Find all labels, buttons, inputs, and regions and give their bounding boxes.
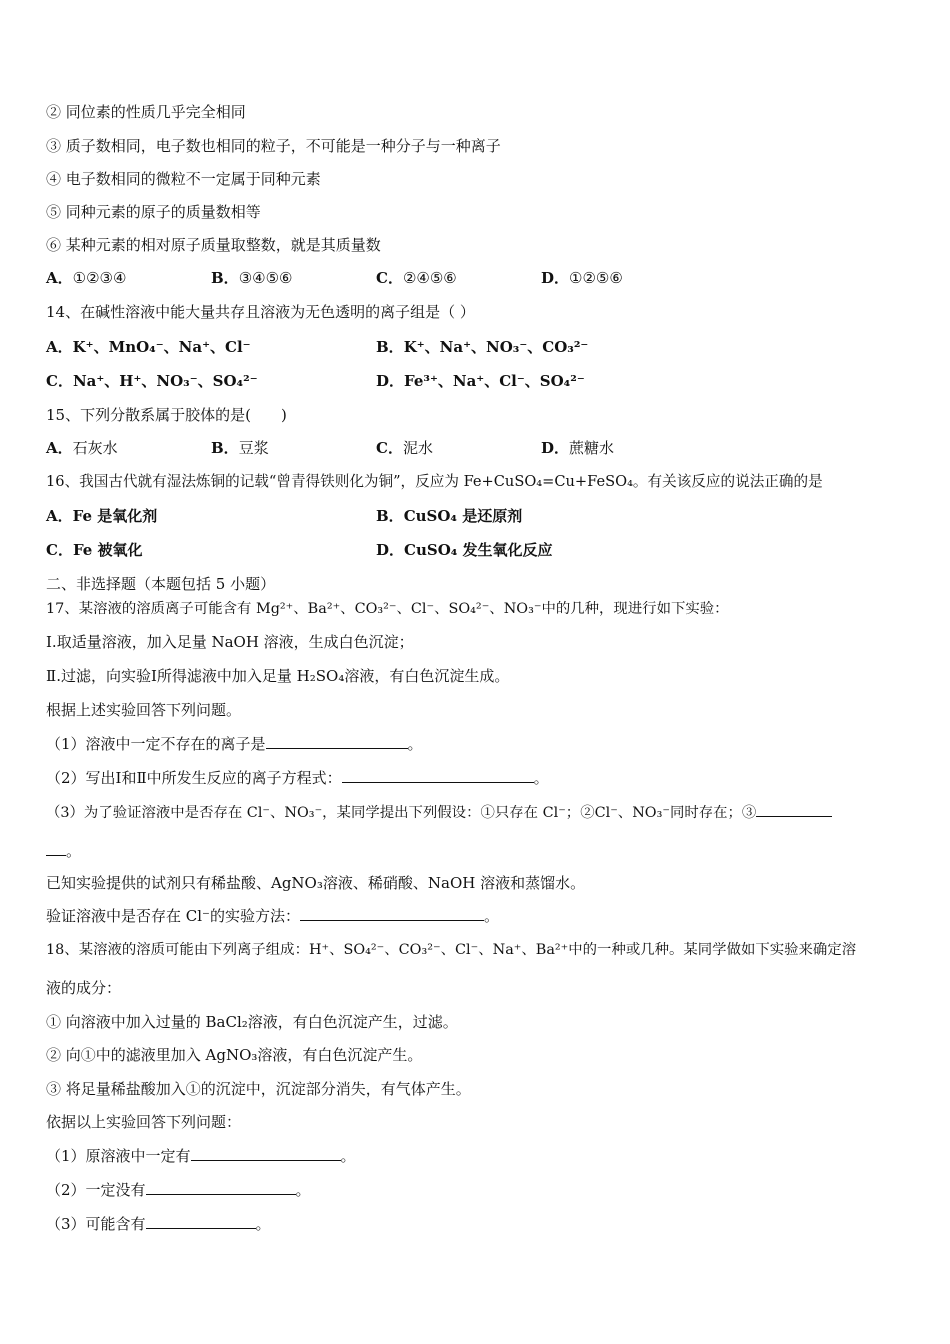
answer-blank[interactable] bbox=[146, 1214, 256, 1229]
q17-experiment-1: Ⅰ.取适量溶液，加入足量 NaOH 溶液，生成白色沉淀； bbox=[46, 633, 414, 651]
q17-part-2: （2）写出Ⅰ和Ⅱ中所发生反应的离子方程式： 。 bbox=[46, 769, 549, 787]
q17-reagents: 已知实验提供的试剂只有稀盐酸、AgNO₃溶液、稀硝酸、NaOH 溶液和蒸馏水。 bbox=[46, 874, 586, 892]
q17-intro: 根据上述实验回答下列问题。 bbox=[46, 701, 242, 719]
answer-blank[interactable] bbox=[266, 734, 408, 749]
q14-option-d: D．Fe³⁺、Na⁺、Cl⁻、SO₄²⁻ bbox=[376, 372, 585, 390]
q18-part-1: （1）原溶液中一定有 。 bbox=[46, 1147, 356, 1165]
section-heading: 二、非选择题（本题包括 5 小题） bbox=[46, 575, 276, 593]
q13-option-d: D．①②⑤⑥ bbox=[541, 269, 623, 287]
statement-3: ③ 质子数相同，电子数也相同的粒子，不可能是一种分子与一种离子 bbox=[46, 137, 501, 155]
q16-stem: 16、我国古代就有湿法炼铜的记载“曾青得铁则化为铜”，反应为 Fe+CuSO₄=Cu+FeSO₄。有关该反应的说法正确的是 bbox=[46, 473, 823, 490]
q15-option-d: D．蔗糖水 bbox=[541, 439, 615, 457]
q16-option-d: D．CuSO₄ 发生氧化反应 bbox=[376, 541, 553, 559]
q13-option-b: B．③④⑤⑥ bbox=[211, 269, 293, 287]
q15-option-c: C．泥水 bbox=[376, 439, 433, 457]
q15-option-b: B．豆浆 bbox=[211, 439, 269, 457]
q16-option-a: A．Fe 是氧化剂 bbox=[46, 507, 158, 525]
statement-6: ⑥ 某种元素的相对原子质量取整数，就是其质量数 bbox=[46, 236, 381, 254]
answer-blank[interactable] bbox=[342, 768, 534, 783]
answer-blank[interactable] bbox=[300, 906, 484, 921]
answer-blank[interactable] bbox=[146, 1180, 296, 1195]
q15-option-a: A．石灰水 bbox=[46, 439, 118, 457]
q17-part-1: （1）溶液中一定不存在的离子是 。 bbox=[46, 735, 423, 753]
q18-experiment-2: ② 向①中的滤液里加入 AgNO₃溶液，有白色沉淀产生。 bbox=[46, 1046, 423, 1064]
q18-part-2: （2）一定没有 。 bbox=[46, 1181, 311, 1199]
answer-blank[interactable] bbox=[191, 1146, 341, 1161]
answer-blank[interactable] bbox=[46, 841, 66, 856]
statement-5: ⑤ 同种元素的原子的质量数相等 bbox=[46, 203, 261, 221]
q13-option-c: C．②④⑤⑥ bbox=[376, 269, 457, 287]
q17-stem: 17、某溶液的溶质离子可能含有 Mg²⁺、Ba²⁺、CO₃²⁻、Cl⁻、SO₄²⁻、NO₃⁻中的几种，现进行如下实验： bbox=[46, 601, 729, 617]
answer-blank[interactable] bbox=[756, 802, 832, 817]
q18-stem: 18、某溶液的溶质可能由下列离子组成：H⁺、SO₄²⁻、CO₃²⁻、Cl⁻、Na⁺、Ba²⁺中的一种或几种。某同学做如下实验来确定溶 bbox=[46, 942, 857, 958]
q14-stem: 14、在碱性溶液中能大量共存且溶液为无色透明的离子组是（ ） bbox=[46, 303, 475, 321]
q17-verify: 验证溶液中是否存在 Cl⁻的实验方法： 。 bbox=[46, 907, 499, 925]
q18-intro: 依据以上实验回答下列问题： bbox=[46, 1113, 242, 1131]
q18-stem-cont: 液的成分： bbox=[46, 979, 122, 997]
statement-4: ④ 电子数相同的微粒不一定属于同种元素 bbox=[46, 170, 321, 188]
q16-option-c: C．Fe 被氧化 bbox=[46, 541, 143, 559]
q18-part-3: （3）可能含有 。 bbox=[46, 1215, 271, 1233]
q16-option-b: B．CuSO₄ 是还原剂 bbox=[376, 507, 523, 525]
q14-option-a: A．K⁺、MnO₄⁻、Na⁺、Cl⁻ bbox=[46, 338, 251, 356]
q15-stem: 15、下列分散系属于胶体的是( ) bbox=[46, 406, 287, 424]
q13-option-a: A．①②③④ bbox=[46, 269, 127, 287]
q14-option-c: C．Na⁺、H⁺、NO₃⁻、SO₄²⁻ bbox=[46, 372, 258, 390]
q14-option-b: B．K⁺、Na⁺、NO₃⁻、CO₃²⁻ bbox=[376, 338, 589, 356]
q17-experiment-2: Ⅱ.过滤，向实验Ⅰ所得滤液中加入足量 H₂SO₄溶液，有白色沉淀生成。 bbox=[46, 667, 510, 685]
q18-experiment-3: ③ 将足量稀盐酸加入①的沉淀中，沉淀部分消失，有气体产生。 bbox=[46, 1080, 471, 1098]
q17-part-3-cont: 。 bbox=[46, 841, 81, 861]
statement-2: ② 同位素的性质几乎完全相同 bbox=[46, 103, 246, 121]
q17-part-3: （3）为了验证溶液中是否存在 Cl⁻、NO₃⁻，某同学提出下列假设：①只存在 Cl⁻；②Cl⁻、NO₃⁻同时存在；③ bbox=[46, 802, 832, 823]
q18-experiment-1: ① 向溶液中加入过量的 BaCl₂溶液，有白色沉淀产生，过滤。 bbox=[46, 1013, 458, 1031]
